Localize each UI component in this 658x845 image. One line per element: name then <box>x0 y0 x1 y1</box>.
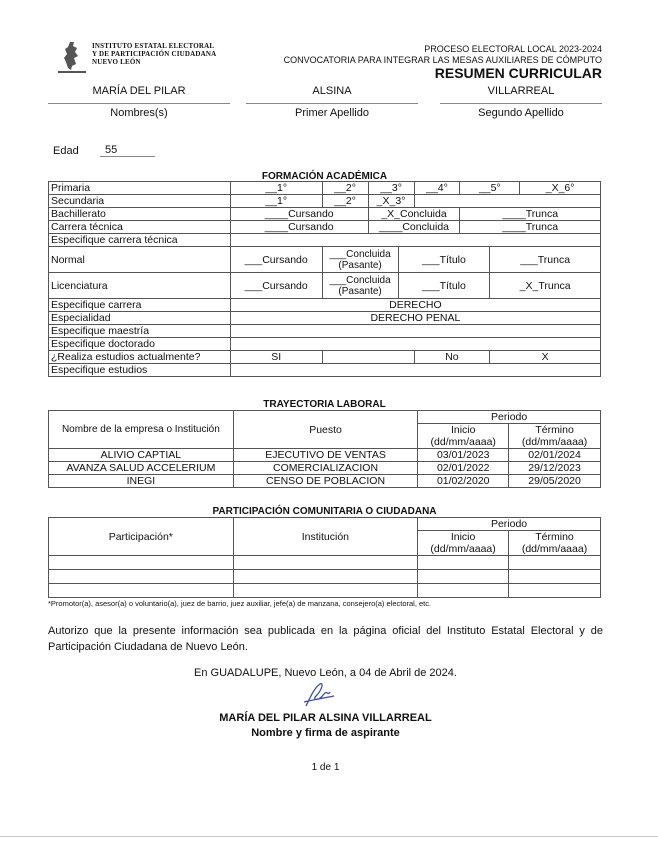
inicio-format: (dd/mm/aaaa) <box>418 543 509 556</box>
normal-label: Normal <box>49 247 231 273</box>
especialidad-label: Especialidad <box>49 312 231 325</box>
realiza-estudios-row <box>49 351 601 364</box>
puesto-cell: COMERCIALIZACION <box>233 462 418 475</box>
esp-estudios-value <box>230 364 600 377</box>
esp-carrera-tecnica-row <box>49 234 601 247</box>
inicio-header: Inicio <box>418 531 509 544</box>
licenciatura-row <box>49 273 601 299</box>
termino-header: Término <box>509 531 601 544</box>
esp-carrera-label: Especifique carrera <box>49 299 231 312</box>
primaria-row <box>49 182 601 195</box>
licenciatura-cursando: ___Cursando <box>230 273 322 299</box>
empresa-cell: AVANZA SALUD ACCELERIUM <box>49 462 234 475</box>
esp-doctorado-value <box>230 338 600 351</box>
termino-cell: 02/01/2024 <box>509 449 601 462</box>
licenciatura-concluida: ___Concluida (Pasante) <box>322 273 398 299</box>
carrera-tecnica-concluida: ____Concluida <box>368 221 460 234</box>
nombres-value: MARÍA DEL PILAR <box>48 83 230 104</box>
normal-trunca: ___Trunca <box>490 247 601 273</box>
edad-label: Edad <box>53 145 79 157</box>
esp-maestria-value <box>230 325 600 338</box>
footnote: *Promotor(a), asesor(a) o voluntario(a), juez de barrio, juez auxiliar, jefe(a) de manzana, consejero(a) electoral, etc. <box>48 599 432 608</box>
primaria-label: Primaria <box>49 182 231 195</box>
carrera-tecnica-trunca: ____Trunca <box>460 221 601 234</box>
realiza-estudios-label: ¿Realiza estudios actualmente? <box>49 351 231 364</box>
proceso-electoral: PROCESO ELECTORAL LOCAL 2023-2024 <box>424 44 602 54</box>
trayectoria-table <box>48 410 601 488</box>
empresa-cell: ALIVIO CAPTIAL <box>49 449 234 462</box>
esp-carrera-tecnica-label: Especifique carrera técnica <box>49 234 231 247</box>
secundaria-opt-3: _X_3° <box>368 195 414 208</box>
normal-cursando: ___Cursando <box>230 247 322 273</box>
esp-estudios-row <box>49 364 601 377</box>
primaria-opt-4: __4° <box>414 182 460 195</box>
primaria-opt-5: __5° <box>460 182 520 195</box>
esp-maestria-label: Especifique maestría <box>49 325 231 338</box>
puesto-header: Puesto <box>233 411 418 449</box>
esp-carrera-tecnica-value <box>230 234 600 247</box>
realiza-no-value: X <box>490 351 601 364</box>
secundaria-opt-2: __2° <box>322 195 368 208</box>
especialidad-row <box>49 312 601 325</box>
puesto-cell: EJECUTIVO DE VENTAS <box>233 449 418 462</box>
table-row <box>49 449 601 462</box>
segundo-apellido-label: Segundo Apellido <box>478 107 564 119</box>
firma-nombre: MARÍA DEL PILAR ALSINA VILLARREAL <box>219 712 432 724</box>
logo-text: INSTITUTO ESTATAL ELECTORAL Y DE PARTICIPACIÓN CIUDADANA NUEVO LEÓN <box>92 42 217 66</box>
realiza-si-value <box>322 351 414 364</box>
trayectoria-title: TRAYECTORIA LABORAL <box>263 399 386 410</box>
scan-edge <box>0 836 658 837</box>
participacion-table <box>48 517 601 598</box>
bachillerato-cursando: ____Cursando <box>230 208 368 221</box>
signature-icon <box>300 680 336 710</box>
esp-maestria-row <box>49 325 601 338</box>
inicio-format: (dd/mm/aaaa) <box>418 436 509 449</box>
licenciatura-titulo: ___Título <box>398 273 490 299</box>
termino-cell: 29/05/2020 <box>509 475 601 488</box>
primaria-opt-1: __1° <box>230 182 322 195</box>
esp-carrera-row <box>49 299 601 312</box>
autorizo-paragraph: Autorizo que la presente información sea publicada en la página oficial del Instituto Estatal Electoral y de Participación Ciudadana de Nuevo León. <box>48 625 603 653</box>
inicio-cell: 03/01/2023 <box>418 449 509 462</box>
inicio-header: Inicio <box>418 424 509 437</box>
carrera-tecnica-cursando: ____Cursando <box>230 221 368 234</box>
secundaria-row <box>49 195 601 208</box>
primer-apellido-value: ALSINA <box>246 83 418 104</box>
table-row <box>49 475 601 488</box>
primaria-opt-3: __3° <box>368 182 414 195</box>
realiza-si-label: SI <box>230 351 322 364</box>
nombres-label: Nombres(s) <box>110 107 168 119</box>
termino-format: (dd/mm/aaaa) <box>509 436 601 449</box>
empresa-cell: INEGI <box>49 475 234 488</box>
esp-carrera-value: DERECHO <box>230 299 600 312</box>
periodo-header: Periodo <box>418 518 601 531</box>
esp-doctorado-label: Especifique doctorado <box>49 338 231 351</box>
realiza-no-label: No <box>414 351 490 364</box>
normal-concluida: ___Concluida (Pasante) <box>322 247 398 273</box>
primaria-opt-6: _X_6° <box>520 182 601 195</box>
normal-row <box>49 247 601 273</box>
participacion-title: PARTICIPACIÓN COMUNITARIA O CIUDADANA <box>212 506 437 517</box>
bachillerato-row <box>49 208 601 221</box>
formacion-table <box>48 181 601 377</box>
normal-titulo: ___Título <box>398 247 490 273</box>
periodo-header: Periodo <box>418 411 601 424</box>
table-row <box>49 462 601 475</box>
secundaria-opt-1: __1° <box>230 195 322 208</box>
carrera-tecnica-label: Carrera técnica <box>49 221 231 234</box>
puesto-cell: CENSO DE POBLACION <box>233 475 418 488</box>
convocatoria: CONVOCATORIA PARA INTEGRAR LAS MESAS AUXILIARES DE CÓMPUTO <box>283 55 602 65</box>
primaria-opt-2: __2° <box>322 182 368 195</box>
institucion-header: Institución <box>233 518 418 556</box>
table-row <box>49 556 601 570</box>
participacion-header: Participación* <box>49 518 234 556</box>
empresa-header: Nombre de la empresa o Institución <box>49 411 234 449</box>
table-row <box>49 570 601 584</box>
bachillerato-concluida: _X_Concluida <box>368 208 460 221</box>
carrera-tecnica-row <box>49 221 601 234</box>
bachillerato-trunca: ____Trunca <box>460 208 601 221</box>
termino-header: Término <box>509 424 601 437</box>
especialidad-value: DERECHO PENAL <box>230 312 600 325</box>
esp-estudios-label: Especifique estudios <box>49 364 231 377</box>
licenciatura-trunca: _X_Trunca <box>490 273 601 299</box>
page-title: RESUMEN CURRICULAR <box>434 65 602 81</box>
esp-doctorado-row <box>49 338 601 351</box>
termino-format: (dd/mm/aaaa) <box>509 543 601 556</box>
segundo-apellido-value: VILLARREAL <box>440 83 602 104</box>
iee-logo-icon <box>54 40 90 76</box>
formacion-title: FORMACIÓN ACADÉMICA <box>261 171 388 182</box>
edad-value: 55 <box>100 144 155 157</box>
table-row <box>49 584 601 598</box>
licenciatura-label: Licenciatura <box>49 273 231 299</box>
inicio-cell: 02/01/2022 <box>418 462 509 475</box>
lugar-fecha: En GUADALUPE, Nuevo León, a 04 de Abril de 2024. <box>194 667 457 679</box>
termino-cell: 29/12/2023 <box>509 462 601 475</box>
bachillerato-label: Bachillerato <box>49 208 231 221</box>
page-number: 1 de 1 <box>311 762 340 773</box>
firma-label: Nombre y firma de aspirante <box>251 727 400 739</box>
inicio-cell: 01/02/2020 <box>418 475 509 488</box>
primer-apellido-label: Primer Apellido <box>295 107 369 119</box>
secundaria-label: Secundaria <box>49 195 231 208</box>
